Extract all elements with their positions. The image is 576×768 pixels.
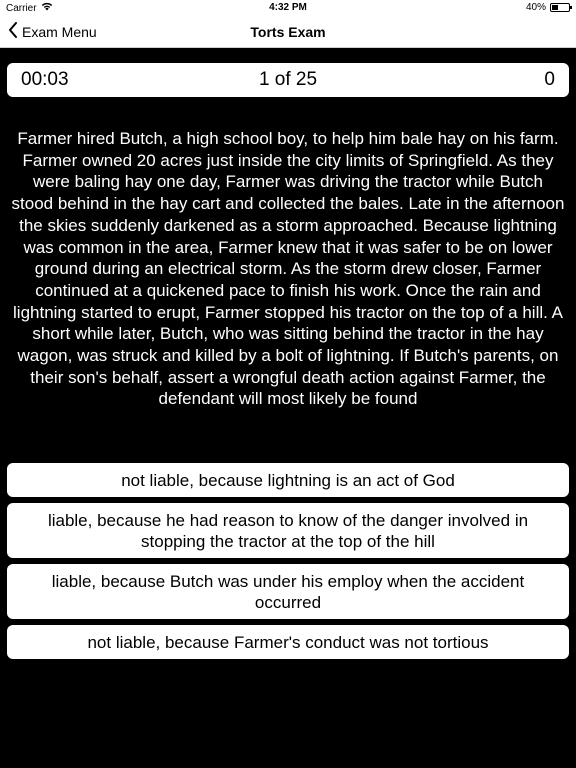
exam-stats-bar xyxy=(7,63,569,97)
battery-icon xyxy=(550,3,570,12)
status-time: 4:32 PM xyxy=(269,2,307,13)
score: 0 xyxy=(544,69,555,90)
question-progress: 1 of 25 xyxy=(258,69,318,90)
answer-option-1[interactable] xyxy=(7,463,569,497)
answer-option-3[interactable] xyxy=(7,564,569,619)
answer-option-label: not liable, because lightning is an act of God xyxy=(121,470,455,490)
status-right xyxy=(526,2,570,13)
answer-option-2[interactable] xyxy=(7,503,569,558)
status-bar xyxy=(0,0,576,16)
answer-option-4[interactable] xyxy=(7,625,569,659)
page-title: Torts Exam xyxy=(250,24,326,40)
battery-fill xyxy=(552,5,558,10)
back-button-label: Exam Menu xyxy=(22,23,97,40)
question-text: Farmer hired Butch, a high school boy, to help him bale hay on his farm. Farmer owned 20 acres just inside the city limits of Springfield. As they were baling hay one day, Farmer was driving the tractor while Butch stood behind in the hay cart and collected the bales. Late in the afternoon the skies suddenly darkened as a storm approached. Because lightning was common in the area, Farmer knew that it was safer to be on lower ground during an electrical storm. As the storm drew closer, Farmer continued at a quickened pace to finish his work. Once the rain and lightning started to erupt, Farmer stopped his tractor on the top of a hill. A short while later, Butch, who was sitting behind the tractor in the hay wagon, was struck and killed by a bolt of lightning. If Butch's parents, on their son's behalf, assert a wrongful death action against Farmer, the defendant will most likely be found xyxy=(11,129,565,409)
battery-tip xyxy=(570,6,572,9)
timer: 00:03 xyxy=(21,69,69,90)
answer-option-label: liable, because he had reason to know of the danger involved in stopping the tractor at the top of the hill xyxy=(47,510,529,551)
answer-option-label: not liable, because Farmer's conduct was not tortious xyxy=(87,632,489,652)
answer-option-label: liable, because Butch was under his employ when the accident occurred xyxy=(51,571,525,612)
navigation-bar xyxy=(0,16,576,48)
battery-percent: 40% xyxy=(525,2,546,13)
carrier-label: Carrier xyxy=(6,2,37,14)
